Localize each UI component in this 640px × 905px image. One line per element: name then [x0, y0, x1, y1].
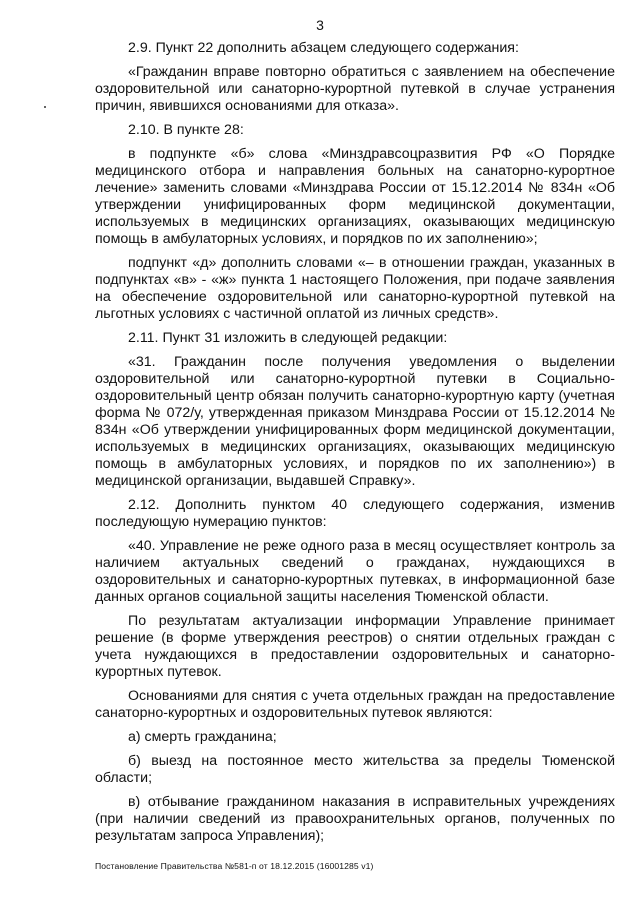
page-number: 3 [316, 17, 324, 33]
paragraph-2-12: 2.12. Дополнить пунктом 40 следующего содержания, изменив последующую нумерацию пунктов: [95, 497, 615, 530]
paragraph-2-9: 2.9. Пункт 22 дополнить абзацем следующего содержания: [128, 40, 519, 56]
paragraph-subitem-d: подпункт «д» дополнить словами «– в отношении граждан, указанных в подпунктах «в» - «ж» пункта 1 настоящего Положения, при подаче заявления на обеспечение оздоровительной или санаторно-курортной путевкой на льготных условиях с частичной оплатой из личных средств». [95, 255, 615, 322]
list-item-a: а) смерть гражданина; [128, 729, 277, 745]
paragraph-subitem-b: в подпункте «б» слова «Минздравсоцразвития РФ «О Порядке медицинского отбора и направления больных на санаторно-курортное лечение» заменить словами «Минздрава России от 15.12.2014 № 834н «Об утверждении унифицированных форм медицинской документации, используемых в медицинских организациях, оказывающих медицинскую помощь в амбулаторных условиях, и порядков по их заполнению»; [95, 146, 615, 247]
list-item-v: в) отбывание гражданином наказания в исправительных учреждениях (при наличии сведений из правоохранительных органов, полученных по результатам запроса Управления); [95, 794, 615, 844]
paragraph-2-10: 2.10. В пункте 28: [128, 122, 244, 138]
document-body [95, 40, 615, 852]
list-item-b: б) выезд на постоянное место жительства за пределы Тюменской области; [95, 753, 615, 786]
paragraph-actualization: По результатам актуализации информации Управление принимает решение (в форме утверждения реестров) о снятии отдельных граждан с учета нуждающихся в предоставлении оздоровительных и санаторно-курортных путевок. [95, 613, 615, 680]
scan-speck [44, 106, 46, 108]
document-footer: Постановление Правительства №581-п от 18.12.2015 (16001285 v1) [95, 861, 374, 871]
paragraph-item-40: «40. Управление не реже одного раза в месяц осуществляет контроль за наличием актуальных сведений о гражданах, нуждающихся в оздоровительных и санаторно-курортных путевках, в информационной базе данных органов социальной защиты населения Тюменской области. [95, 538, 615, 605]
paragraph-2-11: 2.11. Пункт 31 изложить в следующей редакции: [128, 330, 448, 346]
paragraph-quote-repeat-application: «Гражданин вправе повторно обратиться с заявлением на обеспечение оздоровительной или санаторно-курортной путевкой в случае устранения причин, явившихся основаниями для отказа». [95, 64, 615, 114]
paragraph-grounds: Основаниями для снятия с учета отдельных граждан на предоставление санаторно-курортных и оздоровительных путевок являются: [95, 688, 615, 721]
paragraph-item-31: «31. Гражданин после получения уведомления о выделении оздоровительной или санаторно-курортной путевки в Социально-оздоровительный центр обязан получить санаторно-курортную карту (учетная форма № 072/у, утвержденная приказом Минздрава России от 15.12.2014 № 834н «Об утверждении унифицированных форм медицинской документации, используемых в медицинских организациях, оказывающих медицинскую помощь в амбулаторных условиях, и порядков по их заполнению») в медицинской организации, выдавшей Справку». [95, 354, 615, 489]
